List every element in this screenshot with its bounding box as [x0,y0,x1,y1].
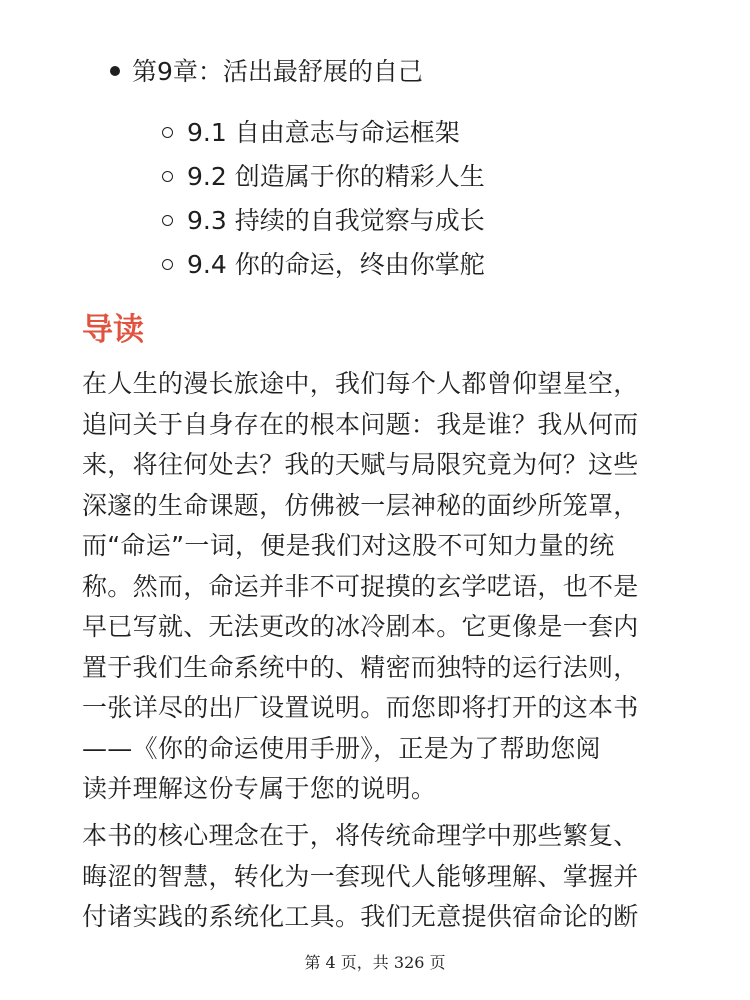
text-line: 深邃的生命课题，仿佛被一层神秘的面纱所笼罩， [82,490,639,520]
text-line: 读并理解这份专属于您的说明。 [82,774,437,803]
text-line: 追问关于自身存在的根本问题：我是谁？我从何而 [82,409,639,439]
text-line: 一张详尽的出厂设置说明。而您即将打开的这本书 [82,693,639,722]
toc-section-list [162,111,485,287]
toc-section-item [162,111,485,155]
text-line: ——《你的命运使用手册》，正是为了帮助您阅 [82,733,601,763]
text-line: 晦涩的智慧，转化为一套现代人能够理解、掌握并 [82,861,639,891]
text-line: 而“命运”一词，便是我们对这股不可知力量的统 [82,531,615,560]
toc-chapter-title: 第9章：活出最舒展的自己 [132,57,423,86]
bullet-circle-icon [162,259,173,270]
intro-paragraph [82,364,692,810]
bullet-circle-icon [162,171,173,182]
text-line: 置于我们生命系统中的、精密而独特的运行法则， [82,652,639,682]
toc-section-item [162,243,485,287]
text-line: 付诸实践的系统化工具。我们无意提供宿命论的断 [82,902,639,931]
text-line: 来，将往何处去？我的天赋与局限究竟为何？这些 [82,450,639,479]
bullet-dot-icon [110,66,120,76]
section-heading: 导读 [82,312,144,348]
text-line: 早已写就、无法更改的冰冷剧本。它更像是一套内 [82,612,639,641]
text-line: 在人生的漫长旅途中，我们每个人都曾仰望星空， [82,369,639,398]
core-concept-paragraph [82,816,692,938]
toc-section-title: 9.1 自由意志与命运框架 [187,118,460,147]
text-line: 称。然而，命运并非不可捉摸的玄学呓语，也不是 [82,571,639,601]
page-number-footer: 第 4 页，共 326 页 [304,953,446,972]
text-line: 本书的核心理念在于，将传统命理学中那些繁复、 [82,821,639,850]
toc-section-item [162,155,485,199]
toc-section-item [162,199,485,243]
toc-section-title: 9.2 创造属于你的精彩人生 [187,162,485,191]
bullet-circle-icon [162,215,173,226]
toc-chapter-item [110,54,423,90]
toc-section-title: 9.4 你的命运，终由你掌舵 [187,250,485,279]
bullet-circle-icon [162,127,173,138]
toc-section-title: 9.3 持续的自我觉察与成长 [187,206,485,235]
